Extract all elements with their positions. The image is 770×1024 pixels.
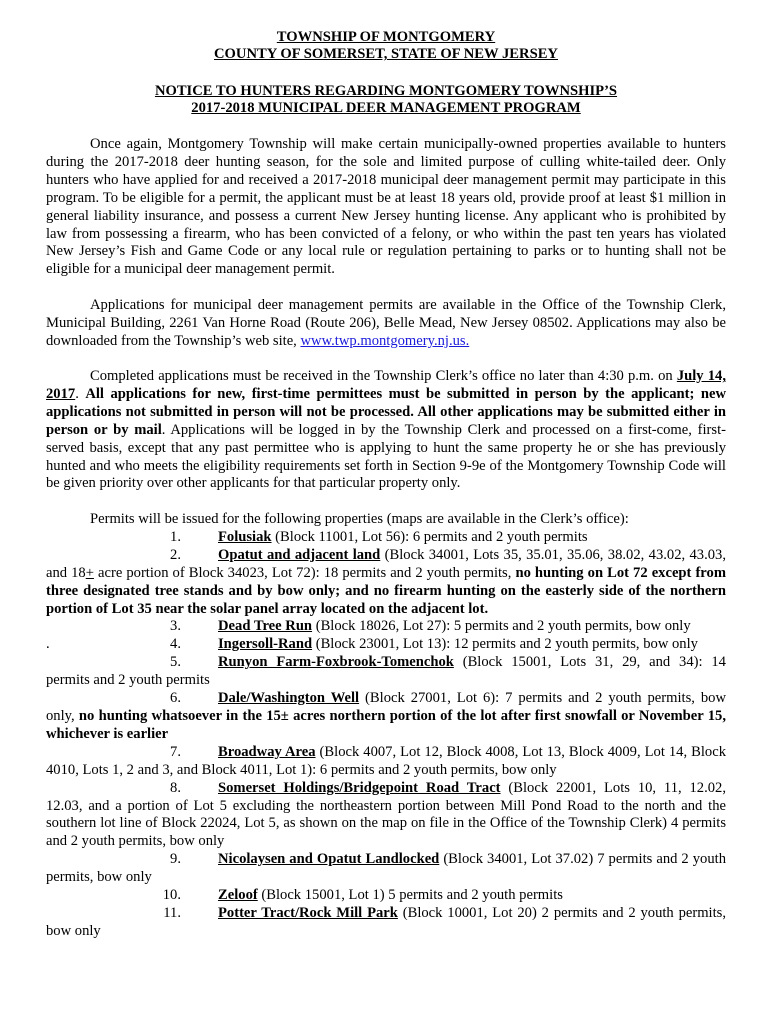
township-website-link[interactable]: www.twp.montgomery.nj.us.	[300, 332, 470, 349]
list-item	[46, 690, 726, 744]
paragraph-applications	[46, 297, 726, 351]
title-county: COUNTY OF SOMERSET, STATE OF NEW JERSEY	[214, 46, 558, 62]
item-number: 10.	[162, 887, 181, 904]
property-details: (Block 4007, Lot 12, Block 4008, Lot 13, Block 4009, Lot 14, Block 4010, Lots 1, 2 and 3, and Block 4011, Lot 1): 6 permits and 2 youth permits, bow only	[46, 743, 726, 778]
property-restriction: no hunting whatsoever in the 15± acres northern portion of the lot after first snowfall or November 15, whichever is earlier	[46, 707, 726, 742]
list-item	[46, 547, 726, 619]
property-details: (Block 34001, Lots 35, 35.01, 35.06, 38.02, 43.02, 43.03, and 18	[46, 546, 726, 581]
deadline-bold-rule: All applications for new, first-time permittees must be submitted in person by the applicant; new applications not submitted in person will not be processed. All other applications may be submitted either in person or by mail	[46, 385, 726, 438]
permits-intro: Permits will be issued for the following properties (maps are available in the Clerk’s office):	[90, 511, 629, 527]
property-restriction: no hunting on Lot 72 except from three designated tree stands and by bow only; and no firearm hunting on the easterly side of the northern portion of Lot 35 near the solar panel array located on the adjacent lot.	[46, 564, 726, 617]
property-details: (Block 22001, Lots 10, 11, 12.02, 12.03, and a portion of Lot 5 excluding the northeastern portion between Mill Pond Road to the north and the southern lot line of Block 22024, Lot 5, as shown on the map on file in the Office of the Township Clerk) 4 permits and 2 youth permits, bow only	[46, 779, 726, 850]
title-township: TOWNSHIP OF MONTGOMERY	[276, 29, 496, 45]
property-details: (Block 18026, Lot 27): 5 permits and 2 youth permits, bow only	[312, 618, 691, 635]
item-number: 2.	[170, 546, 181, 563]
property-name: Somerset Holdings/Bridgepoint Road Tract	[218, 779, 501, 796]
paragraph-deadline: Completed applications must be received in the Township Clerk’s office no later than 4:30 p.m. on July 14, 2017. All applications for new, first-time permittees must be submitted in person by the applicant; new applications not submitted in person will not be processed. All other applications may be submitted either in person or by mail. Applications will be logged in by the Township Clerk and processed on a first-come, first-served basis, except that any past permittee who is applying to hunt the same property he or she has previously hunted and who meets the eligibility requirements set forth in Section 9-9e of the Montgomery Township Code will be given priority over other applicants for that particular property only.	[46, 368, 726, 492]
list-item	[46, 851, 726, 887]
list-item	[46, 887, 726, 905]
property-details: (Block 15001, Lots 31, 29, and 34): 14 permits and 2 youth permits	[46, 654, 726, 689]
item-number: 3.	[170, 618, 181, 635]
item-number: 7.	[170, 743, 181, 760]
property-name: Potter Tract/Rock Mill Park	[218, 904, 398, 921]
list-item	[46, 780, 726, 852]
property-name: Opatut and adjacent land	[218, 546, 381, 563]
property-name: Dale/Washington Well	[218, 690, 360, 707]
list-item	[46, 529, 726, 547]
property-name: Ingersoll-Rand	[218, 636, 313, 653]
deadline-intro: Completed applications must be received in the Township Clerk’s office no later than 4:30 p.m. on	[90, 368, 673, 384]
property-details: (Block 23001, Lot 13): 12 permits and 2 youth permits, bow only	[312, 636, 698, 653]
property-name: Nicolaysen and Opatut Landlocked	[218, 851, 440, 868]
list-item	[46, 618, 726, 636]
list-item	[46, 636, 726, 654]
property-details: (Block 11001, Lot 56): 6 permits and 2 youth permits	[271, 528, 588, 545]
list-item	[46, 744, 726, 780]
property-name: Runyon Farm-Foxbrook-Tomenchok	[218, 654, 454, 671]
property-name: Broadway Area	[218, 743, 316, 760]
plus-mark: +	[85, 564, 94, 581]
paragraph-eligibility: Once again, Montgomery Township will make certain municipally-owned properties available to hunters during the 2017-2018 deer hunting season, for the sole and limited purpose of culling white-tailed deer. Only hunters who have applied for and received a 2017-2018 municipal deer management permit may participate in this program. To be eligible for a permit, the applicant must be at least 18 years old, provide proof at least $1 million in general liability insurance, and possess a current New Jersey hunting license. Any applicant who is prohibited by law from possessing a firearm, who has been convicted of a felony, or who within the past ten years has violated New Jersey’s Fish and Game Code or any local rule or regulation pertaining to parks or to hunting shall not be eligible for a municipal deer management permit.	[46, 136, 726, 278]
notice-title-block	[46, 83, 726, 117]
item-number: 1.	[170, 528, 181, 545]
item-number: 9.	[170, 851, 181, 868]
item-number: 11.	[163, 904, 181, 921]
stray-mark: .	[46, 636, 50, 653]
property-details: (Block 10001, Lot 20) 2 permits and 2 youth permits, bow only	[46, 904, 726, 939]
notice-title: NOTICE TO HUNTERS REGARDING MONTGOMERY TOWNSHIP’S	[154, 83, 618, 99]
property-details: (Block 15001, Lot 1) 5 permits and 2 youth permits	[257, 887, 563, 904]
property-name: Zeloof	[218, 887, 258, 904]
property-details: (Block 34001, Lot 37.02) 7 permits and 2 youth permits, bow only	[46, 851, 726, 886]
list-item	[46, 905, 726, 941]
title-block	[46, 29, 726, 63]
property-details-cont: acre portion of Block 34023, Lot 72): 18 permits and 2 youth permits,	[93, 564, 516, 581]
property-name: Folusiak	[218, 528, 272, 545]
property-details: (Block 27001, Lot 6): 7 permits and 2 youth permits, bow only,	[46, 690, 727, 724]
item-number: 5.	[170, 654, 181, 671]
list-item	[46, 654, 726, 690]
item-number: 6.	[170, 690, 181, 707]
property-name: Dead Tree Run	[218, 618, 313, 635]
program-title: 2017-2018 MUNICIPAL DEER MANAGEMENT PROGRAM	[191, 100, 581, 116]
permits-list	[46, 511, 726, 941]
item-number: 8.	[170, 779, 181, 796]
item-number: 4.	[170, 636, 181, 653]
applications-text: Applications for municipal deer management permits are available in the Office of the Township Clerk, Municipal Building, 2261 Van Horne Road (Route 206), Belle Mead, New Jersey 08502. Applications may also be downloaded from the Township’s web site,	[46, 297, 726, 349]
deadline-rest: Applications will be logged in by the Township Clerk and processed on a first-come, first-served basis, except that any past permittee who is applying to hunt the same property he or she has previously hunted and who meets the eligibility requirements set forth in Section 9-9e of the Montgomery Township Code will be given priority over other applicants for that particular property only.	[46, 421, 726, 492]
deadline-date: July 14, 2017	[46, 368, 726, 402]
